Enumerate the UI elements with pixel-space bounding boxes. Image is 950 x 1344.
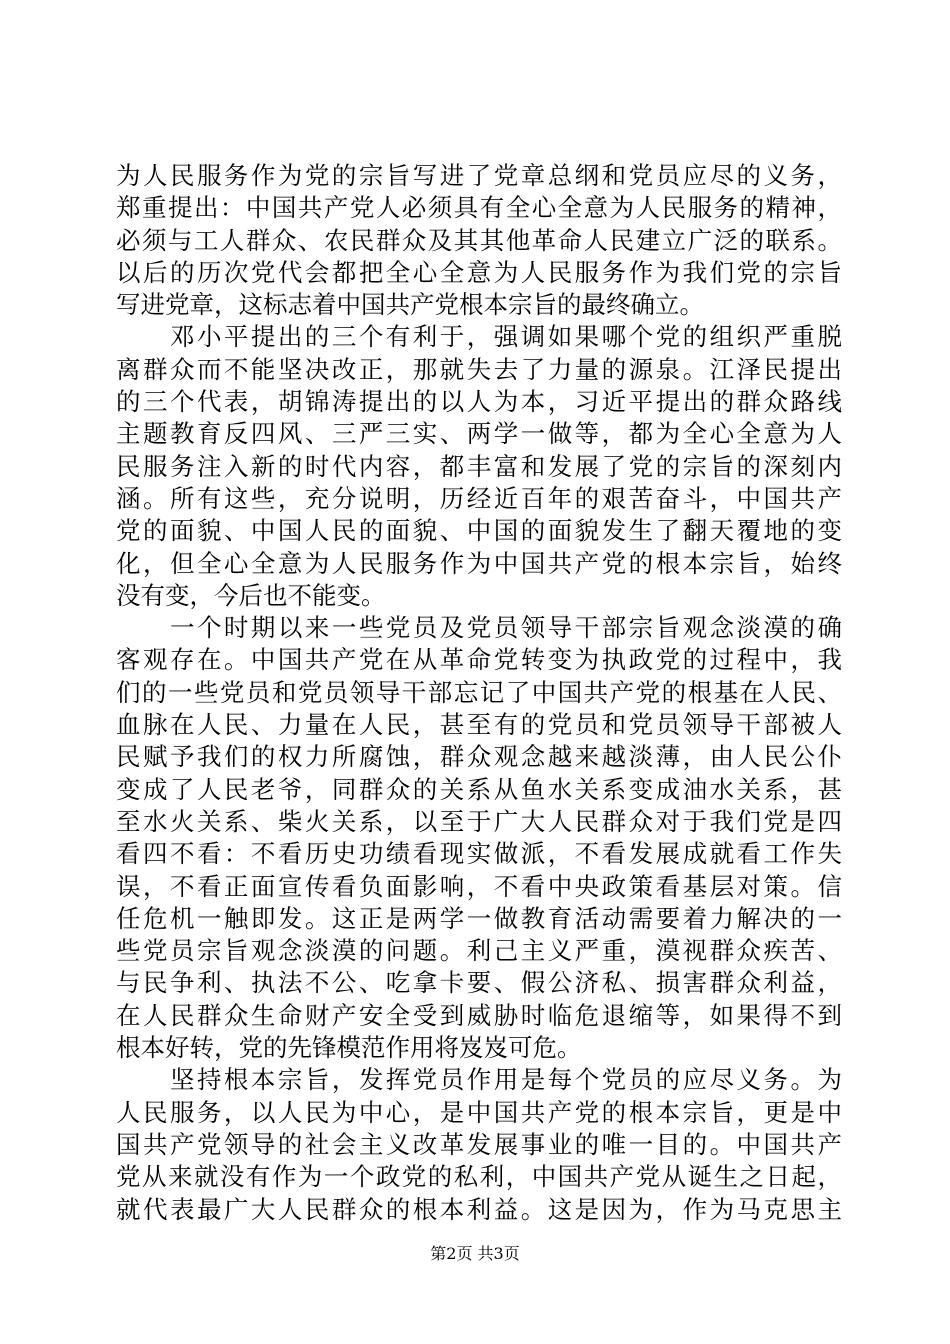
text-line: 写进党章，这标志着中国共产党根本宗旨的最终确立。 bbox=[116, 290, 704, 320]
text-line: 与民争利、执法不公、吃拿卡要、假公济私、损害群众利益， bbox=[116, 968, 842, 998]
text-line: 血脉在人民、力量在人民，甚至有的党员和党员领导干部被人 bbox=[116, 710, 842, 740]
text-line: 党的面貌、中国人民的面貌、中国的面貌发生了翻天覆地的变 bbox=[116, 516, 842, 546]
text-line: 人民服务，以人民为中心，是中国共产党的根本宗旨，更是中 bbox=[116, 1097, 842, 1127]
text-line: 在人民群众生命财产安全受到威胁时临危退缩等，如果得不到 bbox=[116, 1000, 842, 1030]
text-line: 化，但全心全意为人民服务作为中国共产党的根本宗旨，始终 bbox=[116, 548, 842, 578]
text-line: 民赋予我们的权力所腐蚀，群众观念越来越淡薄，由人民公仆 bbox=[116, 742, 842, 772]
text-line: 一个时期以来一些党员及党员领导干部宗旨观念淡漠的确 bbox=[116, 613, 842, 643]
text-line: 些党员宗旨观念淡漠的问题。利己主义严重，漠视群众疾苦、 bbox=[116, 936, 842, 966]
text-line: 们的一些党员和党员领导干部忘记了中国共产党的根基在人民、 bbox=[116, 677, 842, 707]
text-line: 为人民服务作为党的宗旨写进了党章总纲和党员应尽的义务， bbox=[116, 161, 842, 190]
text-line: 以后的历次党代会都把全心全意为人民服务作为我们党的宗旨 bbox=[116, 257, 842, 287]
text-line: 郑重提出：中国共产党人必须具有全心全意为人民服务的精神， bbox=[116, 193, 842, 223]
text-line: 邓小平提出的三个有利于，强调如果哪个党的组织严重脱 bbox=[116, 322, 842, 352]
body-text bbox=[116, 160, 842, 1226]
text-line: 根本好转，党的先锋模范作用将岌岌可危。 bbox=[116, 1033, 582, 1063]
text-line: 必须与工人群众、农民群众及其其他革命人民建立广泛的联系。 bbox=[116, 225, 842, 255]
text-line: 主题教育反四风、三严三实、两学一做等，都为全心全意为人 bbox=[116, 419, 842, 449]
text-line: 就代表最广大人民群众的根本利益。这是因为，作为马克思主 bbox=[116, 1194, 842, 1224]
text-line: 变成了人民老爷，同群众的关系从鱼水关系变成油水关系，甚 bbox=[116, 774, 842, 804]
text-line: 民服务注入新的时代内容，都丰富和发展了党的宗旨的深刻内 bbox=[116, 451, 842, 481]
text-line: 误，不看正面宣传看负面影响，不看中央政策看基层对策。信 bbox=[116, 871, 842, 901]
text-line: 客观存在。中国共产党在从革命党转变为执政党的过程中，我 bbox=[116, 645, 842, 675]
text-line: 任危机一触即发。这正是两学一做教育活动需要着力解决的一 bbox=[116, 903, 842, 933]
text-line: 没有变，今后也不能变。 bbox=[116, 580, 386, 610]
text-line: 至水火关系、柴火关系，以至于广大人民群众对于我们党是四 bbox=[116, 806, 842, 836]
text-line: 的三个代表，胡锦涛提出的以人为本，习近平提出的群众路线 bbox=[116, 387, 842, 417]
text-line: 看四不看：不看历史功绩看现实做派，不看发展成就看工作失 bbox=[116, 839, 842, 869]
text-line: 涵。所有这些，充分说明，历经近百年的艰苦奋斗，中国共产 bbox=[116, 483, 842, 513]
text-line: 国共产党领导的社会主义改革发展事业的唯一目的。中国共产 bbox=[116, 1129, 842, 1159]
text-line: 离群众而不能坚决改正，那就失去了力量的源泉。江泽民提出 bbox=[116, 354, 842, 384]
text-line: 坚持根本宗旨，发挥党员作用是每个党员的应尽义务。为 bbox=[116, 1065, 842, 1095]
page-footer: 第2页 共3页 bbox=[430, 1244, 520, 1263]
text-line: 党从来就没有作为一个政党的私利，中国共产党从诞生之日起， bbox=[116, 1162, 842, 1192]
